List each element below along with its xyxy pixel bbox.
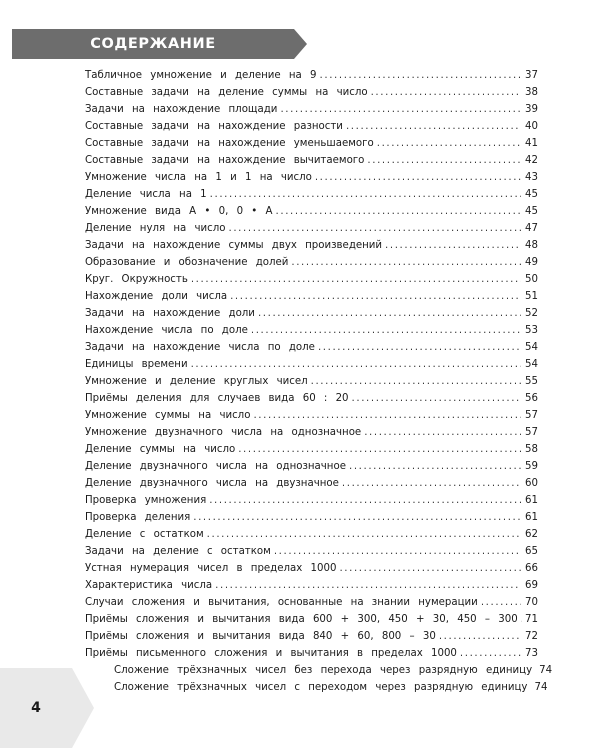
toc-entry-page: 69 [525, 580, 538, 591]
toc-dot-leader [371, 84, 521, 101]
toc-entry-page: 48 [525, 240, 538, 251]
toc-entry-title: Приёмы сложения и вычитания вида 840 + 60, 800 – 30 [85, 631, 436, 642]
toc-entry-page: 40 [525, 121, 538, 132]
toc-entry-title: Приёмы письменного сложения и вычитания в пределах 1000 [85, 648, 457, 659]
toc-entry-title: Умножение числа на 1 и 1 на число [85, 172, 312, 183]
toc-dot-leader [377, 135, 521, 152]
toc-dot-leader [191, 356, 521, 373]
toc-entry-title: Деление двузначного числа на двузначное [85, 478, 339, 489]
toc-entry [85, 322, 538, 339]
toc-entry-page: 61 [525, 512, 538, 523]
toc-entry [85, 84, 538, 101]
toc-entry-title: Задачи на нахождение числа по доле [85, 342, 315, 353]
toc-entry-title: Умножение и деление круглых чисел [85, 376, 308, 387]
table-of-contents [85, 67, 553, 696]
toc-entry-page: 61 [525, 495, 538, 506]
toc-entry-page: 57 [525, 427, 538, 438]
toc-dot-leader [209, 492, 521, 509]
toc-dot-leader [460, 645, 521, 662]
toc-entry-page: 60 [525, 478, 538, 489]
toc-entry [85, 679, 548, 696]
toc-entry [85, 288, 538, 305]
toc-dot-leader [339, 560, 521, 577]
toc-entry [85, 390, 538, 407]
toc-entry-title: Нахождение доли числа [85, 291, 228, 302]
toc-entry-page: 54 [525, 359, 538, 370]
toc-dot-leader [315, 169, 521, 186]
toc-entry [85, 305, 538, 322]
toc-entry-page: 38 [525, 87, 538, 98]
toc-entry-title: Умножение вида А • 0, 0 • А [85, 206, 273, 217]
toc-dot-leader [367, 152, 521, 169]
toc-dot-leader [215, 577, 521, 594]
toc-entry-title: Деление двузначного числа на однозначное [85, 461, 346, 472]
toc-entry [85, 407, 538, 424]
toc-entry [85, 441, 538, 458]
toc-entry [85, 135, 538, 152]
toc-entry [85, 645, 538, 662]
toc-dot-leader [280, 101, 521, 118]
toc-entry-title: Составные задачи на нахождение вычитаемого [85, 155, 365, 166]
toc-dot-leader [258, 305, 521, 322]
toc-dot-leader [210, 186, 521, 203]
toc-entry-title: Деление с остатком [85, 529, 204, 540]
toc-entry-page: 57 [525, 410, 538, 421]
toc-entry-title: Проверка умножения [85, 495, 207, 506]
page-number-tab-arrow [72, 668, 94, 748]
toc-dot-leader [230, 288, 521, 305]
toc-entry-title: Приёмы деления для случаев вида 60 : 20 [85, 393, 349, 404]
toc-entry-title: Составные задачи на нахождение уменьшаемого [85, 138, 374, 149]
toc-entry-page: 73 [525, 648, 538, 659]
toc-entry-page: 49 [525, 257, 538, 268]
toc-entry [85, 373, 538, 390]
toc-dot-leader [229, 220, 522, 237]
toc-entry-title: Задачи на нахождение суммы двух произведений [85, 240, 383, 251]
toc-entry-page: 51 [525, 291, 538, 302]
toc-entry [85, 611, 538, 628]
toc-dot-leader [191, 271, 521, 288]
toc-entry [85, 662, 553, 679]
toc-entry-title: Задачи на деление с остатком [85, 546, 271, 557]
toc-entry [85, 509, 538, 526]
toc-entry-page: 42 [525, 155, 538, 166]
toc-entry-title: Устная нумерация чисел в пределах 1000 [85, 563, 337, 574]
toc-entry [85, 186, 538, 203]
header-banner-arrow [294, 29, 307, 59]
toc-dot-leader [193, 509, 521, 526]
toc-entry-title: Табличное умножение и деление на 9 [85, 70, 317, 81]
toc-entry-page: 71 [525, 614, 538, 625]
toc-entry-title: Составные задачи на нахождение разности [85, 121, 343, 132]
toc-entry [85, 203, 538, 220]
toc-dot-leader [320, 67, 521, 84]
toc-entry-page: 74 [534, 682, 548, 693]
toc-entry [85, 526, 538, 543]
toc-dot-leader [385, 237, 521, 254]
toc-entry-page: 39 [525, 104, 538, 115]
toc-entry [85, 254, 538, 271]
toc-entry-title: Составные задачи на деление суммы на число [85, 87, 368, 98]
toc-entry [85, 577, 538, 594]
toc-dot-leader [276, 203, 521, 220]
toc-entry-page: 52 [525, 308, 538, 319]
toc-entry [85, 424, 538, 441]
toc-entry [85, 475, 538, 492]
toc-entry [85, 543, 538, 560]
toc-dot-leader [346, 118, 521, 135]
toc-entry-page: 41 [525, 138, 538, 149]
toc-entry-page: 65 [525, 546, 538, 557]
toc-entry-page: 43 [525, 172, 538, 183]
toc-entry-page: 45 [525, 206, 538, 217]
toc-entry [85, 560, 538, 577]
toc-dot-leader [439, 628, 521, 645]
page-number: 4 [31, 700, 41, 716]
toc-entry [85, 492, 538, 509]
toc-entry [85, 101, 538, 118]
toc-entry-page: 50 [525, 274, 538, 285]
toc-entry [85, 152, 538, 169]
toc-entry-title: Умножение суммы на число [85, 410, 251, 421]
toc-dot-leader [207, 526, 521, 543]
toc-entry [85, 271, 538, 288]
toc-entry-title: Задачи на нахождение площади [85, 104, 278, 115]
toc-entry [85, 594, 538, 611]
toc-entry-page: 55 [525, 376, 538, 387]
toc-entry-title: Умножение двузначного числа на однозначное [85, 427, 362, 438]
page-title: СОДЕРЖАНИЕ [90, 36, 216, 52]
toc-entry-page: 56 [525, 393, 538, 404]
toc-dot-leader [352, 390, 521, 407]
toc-dot-leader [253, 407, 521, 424]
toc-entry-page: 45 [525, 189, 538, 200]
toc-entry-title: Задачи на нахождение доли [85, 308, 255, 319]
toc-dot-leader [251, 322, 521, 339]
toc-entry-page: 74 [539, 665, 553, 676]
toc-entry-title: Деление суммы на число [85, 444, 236, 455]
toc-dot-leader [481, 594, 521, 611]
toc-dot-leader [291, 254, 521, 271]
toc-entry-title: Характеристика числа [85, 580, 213, 591]
toc-entry [85, 628, 538, 645]
toc-entry [85, 67, 538, 84]
toc-dot-leader [311, 373, 521, 390]
toc-dot-leader [342, 475, 521, 492]
toc-dot-leader [318, 339, 521, 356]
toc-entry-page: 72 [525, 631, 538, 642]
toc-entry [85, 339, 538, 356]
toc-entry-title: Образование и обозначение долей [85, 257, 289, 268]
toc-dot-leader [274, 543, 521, 560]
toc-entry-title: Случаи сложения и вычитания, основанные на знании нумерации [85, 597, 478, 608]
toc-entry [85, 118, 538, 135]
toc-entry [85, 356, 538, 373]
toc-entry-title: Деление числа на 1 [85, 189, 207, 200]
toc-dot-leader [349, 458, 521, 475]
toc-entry-page: 58 [525, 444, 538, 455]
toc-entry-title: Деление нуля на число [85, 223, 226, 234]
toc-entry-page: 53 [525, 325, 538, 336]
toc-entry [85, 458, 538, 475]
toc-entry-page: 59 [525, 461, 538, 472]
toc-entry [85, 220, 538, 237]
toc-entry-title: Круг. Окружность [85, 274, 188, 285]
toc-entry-page: 70 [525, 597, 538, 608]
toc-entry-page: 54 [525, 342, 538, 353]
toc-entry-page: 62 [525, 529, 538, 540]
toc-entry-page: 66 [525, 563, 538, 574]
toc-entry-title: Сложение трёхзначных чисел без перехода через разрядную единицу [114, 665, 533, 676]
toc-entry-title: Проверка деления [85, 512, 191, 523]
toc-entry-title: Нахождение числа по доле [85, 325, 248, 336]
toc-entry-page: 37 [525, 70, 538, 81]
toc-entry [85, 169, 538, 186]
toc-entry-page: 47 [525, 223, 538, 234]
toc-entry-title: Приёмы сложения и вычитания вида 600 + 300, 450 + 30, 450 – 300 [85, 614, 518, 625]
toc-entry-title: Сложение трёхзначных чисел с переходом через разрядную единицу [114, 682, 528, 693]
toc-entry-title: Единицы времени [85, 359, 188, 370]
toc-dot-leader [238, 441, 521, 458]
toc-dot-leader [364, 424, 521, 441]
toc-entry [85, 237, 538, 254]
